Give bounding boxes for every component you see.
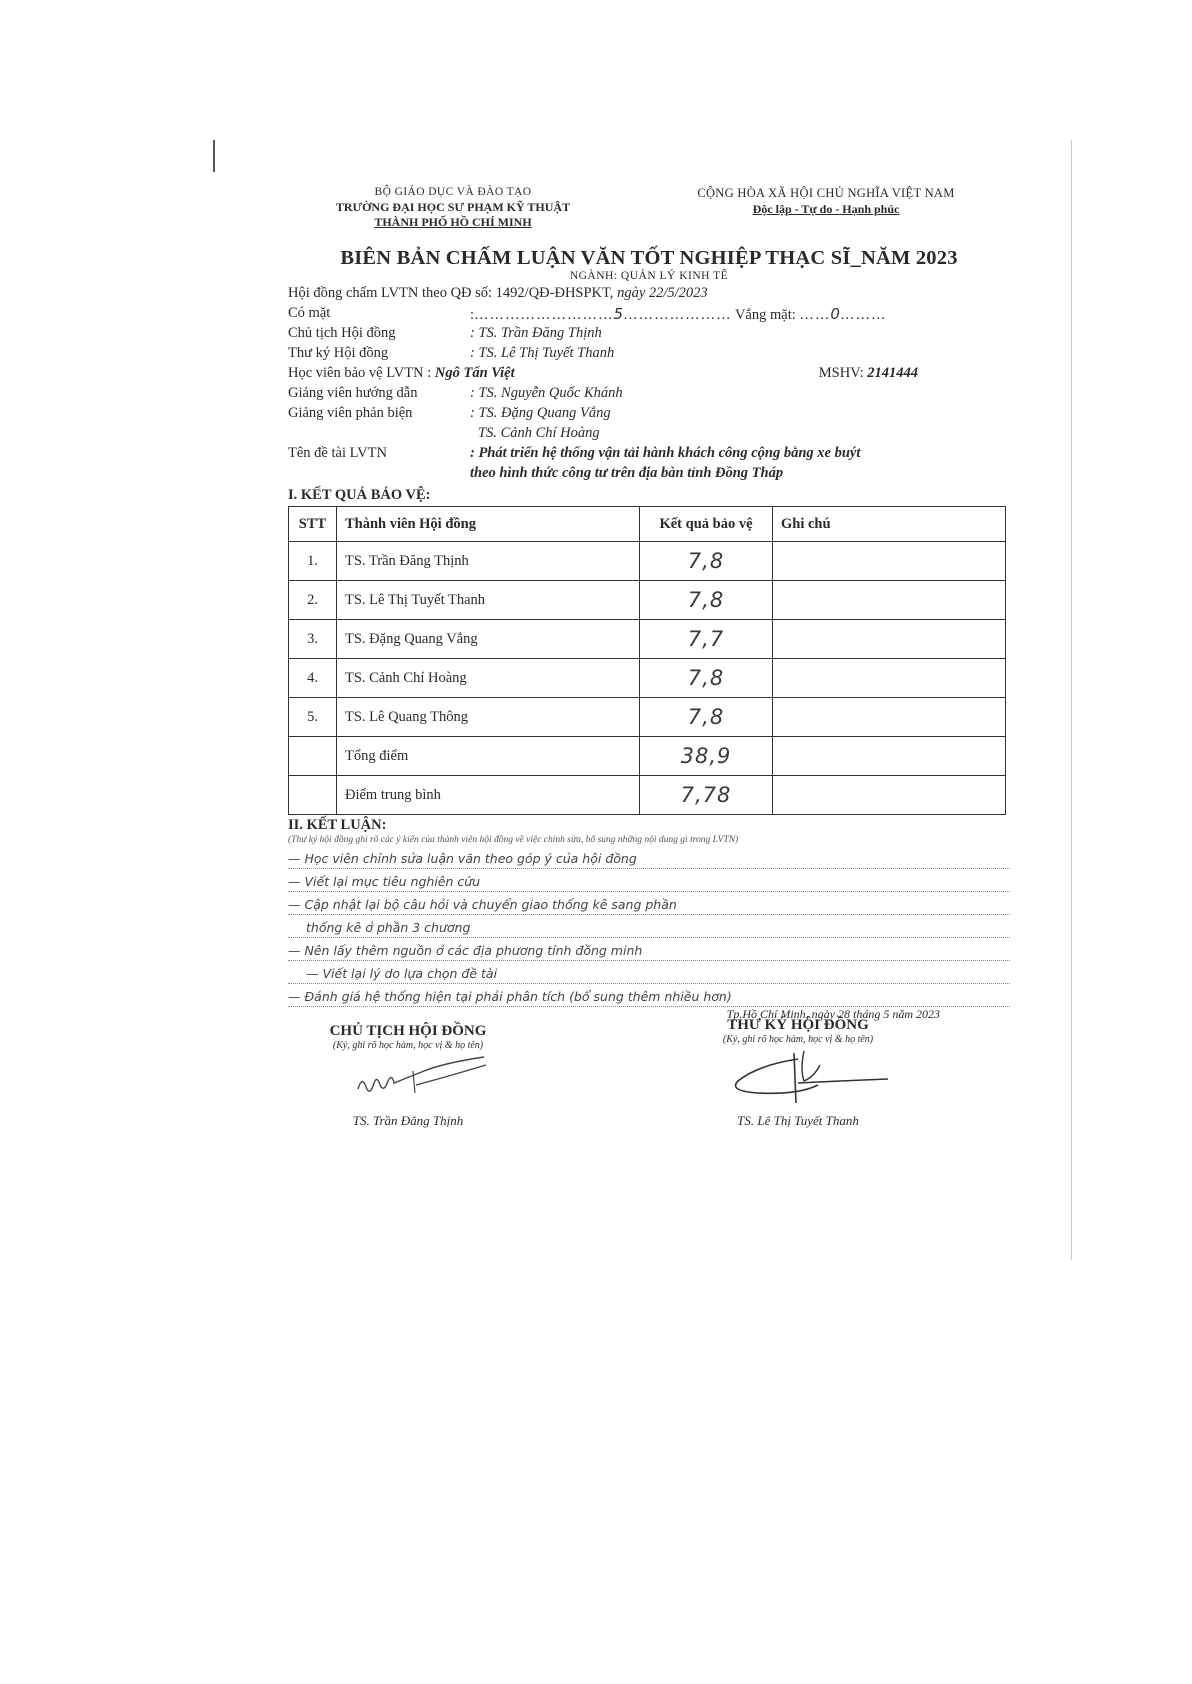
reviewer-row-2 [288, 425, 1010, 445]
row-note [773, 581, 1006, 620]
attendance-row: Có mặt :………………………5………………… Vắng mặt: ……0……… [288, 305, 887, 323]
document-subtitle: NGÀNH: QUẢN LÝ KINH TẾ [569, 270, 729, 282]
thesis-label: Tên đề tài LVTN [288, 445, 387, 461]
table-header-row [289, 507, 1006, 542]
conclusion-line: — Học viên chỉnh sửa luận văn theo góp ý của hội đồng [288, 846, 1010, 869]
reviewer-label: Giảng viên phản biện [288, 405, 413, 421]
thesis-title-2: theo hình thức công tư trên địa bàn tỉnh Đồng Tháp [470, 465, 784, 481]
chair-sign-note: (Ký, ghi rõ học hàm, học vị & họ tên) [332, 1040, 484, 1051]
secretary-row [288, 345, 1010, 365]
conclusion-heading: II. KẾT LUẬN: [288, 817, 387, 833]
average-label: Điểm trung bình [337, 776, 640, 815]
conclusion-line: — Viết lại mục tiêu nghiên cứu [288, 869, 1010, 892]
decision-text: Hội đồng chấm LVTN theo QĐ số: 1492/QĐ-ĐHSPKT, [288, 285, 614, 301]
absent-count: 0 [830, 305, 840, 323]
institution-block [288, 185, 618, 230]
reviewer-1: : TS. Đặng Quang Vắng [470, 405, 611, 421]
council-info [288, 285, 1010, 485]
col-result: Kết quả bảo vệ [640, 507, 773, 542]
decision-row [288, 285, 1010, 305]
student-id: 2141444 [867, 365, 918, 381]
member-name: TS. Lê Thị Tuyết Thanh [337, 581, 640, 620]
average-row [289, 776, 1006, 815]
republic-name: CỘNG HÒA XÃ HỘI CHỦ NGHĨA VIỆT NAM [697, 186, 955, 200]
table-row [289, 698, 1006, 737]
ministry-name: BỘ GIÁO DỤC VÀ ĐÀO TẠO [374, 186, 532, 198]
member-score: 7,8 [687, 588, 725, 612]
member-name: TS. Lê Quang Thông [337, 698, 640, 737]
national-block [646, 185, 1006, 217]
student-id-label: MSHV: [818, 365, 864, 381]
total-row [289, 737, 1006, 776]
col-member: Thành viên Hội đồng [337, 507, 640, 542]
member-name: TS. Cảnh Chí Hoàng [337, 659, 640, 698]
student-name: Ngô Tấn Việt [434, 365, 515, 381]
document-page [288, 185, 1010, 1157]
row-note [773, 659, 1006, 698]
scan-edge-left [213, 140, 215, 172]
table-row [289, 581, 1006, 620]
decision-date: ngày 22/5/2023 [617, 285, 708, 301]
document-title: BIÊN BẢN CHẤM LUẬN VĂN TỐT NGHIỆP THẠC SĨ_NĂM 2023 [340, 247, 958, 269]
col-note: Ghi chú [773, 507, 1006, 542]
advisor-row [288, 385, 1010, 405]
advisor-label: Giảng viên hướng dẫn [288, 385, 418, 401]
table-row [289, 620, 1006, 659]
chair-signature [308, 1051, 508, 1109]
thesis-title-1: : Phát triển hệ thống vận tải hành khách công cộng bằng xe buýt [470, 445, 861, 461]
results-heading: I. KẾT QUẢ BẢO VỆ: [288, 487, 431, 503]
average-score: 7,78 [680, 783, 732, 807]
present-count: 5 [613, 305, 624, 323]
row-note [773, 542, 1006, 581]
conclusion-line: thống kê ở phần 3 chương [288, 915, 1010, 938]
row-note [773, 620, 1006, 659]
row-stt: 5. [289, 698, 337, 737]
present-label: Có mặt [288, 305, 331, 321]
chair-role: CHỦ TỊCH HỘI ĐỒNG [329, 1023, 487, 1039]
chair-label: Chủ tịch Hội đồng [288, 325, 396, 341]
reviewer-2: TS. Cảnh Chí Hoàng [478, 425, 600, 441]
chair-signature-block [288, 1023, 528, 1129]
absent-label: Vắng mặt: [734, 307, 796, 323]
secretary-label: Thư ký Hội đồng [288, 345, 389, 361]
table-row [289, 542, 1006, 581]
member-name: TS. Trần Đăng Thịnh [337, 542, 640, 581]
member-name: TS. Đặng Quang Vắng [337, 620, 640, 659]
national-motto: Độc lập - Tự do - Hạnh phúc [752, 202, 900, 216]
row-stt: 2. [289, 581, 337, 620]
secretary-role: THƯ KÝ HỘI ĐỒNG [727, 1017, 869, 1033]
conclusion-body [288, 846, 1010, 1007]
conclusion-line: — Cập nhật lại bộ câu hỏi và chuyển giao thống kê sang phần [288, 892, 1010, 915]
student-row: Học viên bảo vệ LVTN : Ngô Tấn Việt MSHV: 2141444 [288, 365, 918, 381]
conclusion-line: — Viết lại lý do lựa chọn đề tài [288, 961, 1010, 984]
student-label: Học viên bảo vệ LVTN [288, 365, 424, 381]
row-note [773, 698, 1006, 737]
secretary-sign-note: (Ký, ghi rõ học hàm, học vị & họ tên) [722, 1034, 874, 1045]
scan-edge-right [1071, 140, 1072, 1260]
member-score: 7,8 [687, 705, 725, 729]
row-stt: 1. [289, 542, 337, 581]
conclusion-line: — Nên lấy thêm nguồn ở các địa phương tỉnh đồng minh [288, 938, 1010, 961]
secretary-name: TS. Lê Thị Tuyết Thanh [737, 1113, 859, 1128]
secretary-value: : TS. Lê Thị Tuyết Thanh [470, 345, 615, 361]
member-score: 7,8 [687, 666, 725, 690]
total-label: Tổng điểm [337, 737, 640, 776]
thesis-row-2 [288, 465, 1010, 485]
thesis-row [288, 445, 1010, 465]
chair-value: : TS. Trần Đăng Thịnh [470, 325, 602, 341]
conclusion-line: — Đánh giá hệ thống hiện tại phải phân tích (bổ sung thêm nhiều hơn) [288, 984, 1010, 1007]
chair-name: TS. Trần Đăng Thịnh [352, 1113, 464, 1128]
document-header [288, 185, 1010, 247]
chair-row [288, 325, 1010, 345]
place-date: Tp.Hồ Chí Minh, ngày 28 tháng 5 năm 2023 [726, 1007, 940, 1021]
member-score: 7,7 [687, 627, 725, 651]
col-stt: STT [289, 507, 337, 542]
signature-section [288, 1007, 1010, 1157]
advisor-value: : TS. Nguyễn Quốc Khánh [470, 385, 623, 401]
university-name: TRƯỜNG ĐẠI HỌC SƯ PHẠM KỸ THUẬT [335, 200, 571, 214]
conclusion-instruction: (Thư ký hội đồng ghi rõ các ý kiến của thành viên hội đồng về việc chỉnh sửa, bổ sung những nội dung gì trong LVTN) [288, 835, 739, 845]
reviewer-row [288, 405, 1010, 425]
table-row [289, 659, 1006, 698]
row-stt: 4. [289, 659, 337, 698]
city-name: THÀNH PHỐ HỒ CHÍ MINH [374, 215, 532, 229]
secretary-signature [698, 1045, 898, 1109]
row-stt: 3. [289, 620, 337, 659]
total-score: 38,9 [680, 744, 732, 768]
results-table [288, 506, 1006, 815]
secretary-signature-block [678, 1017, 918, 1129]
member-score: 7,8 [687, 549, 725, 573]
